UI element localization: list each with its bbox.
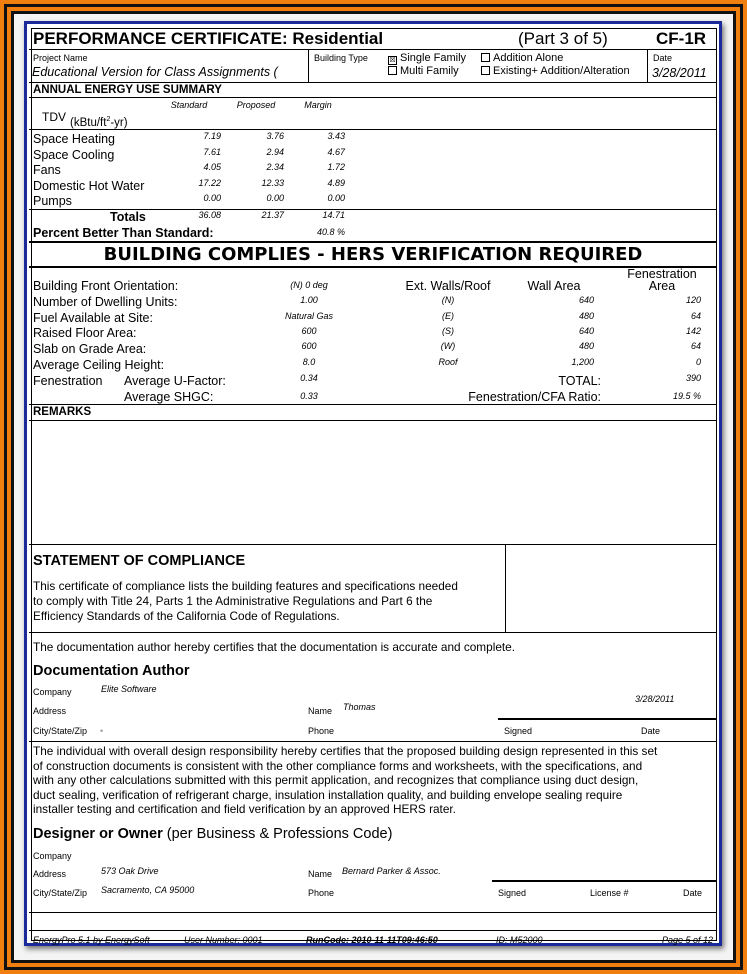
building-value: 600 [301,326,317,336]
building-label: Average Ceiling Height: [33,358,165,372]
author-certify-text: The documentation author hereby certifies that the documentation is accurate and complete. [33,640,515,654]
fen-area-header: Area [648,279,676,293]
fen-area: 0 [695,357,701,367]
city-label: City/State/Zip [33,888,88,898]
wall-area: 640 [578,326,594,336]
building-label: Building Front Orientation: [33,279,179,293]
date-label: Date [641,726,661,736]
col-margin: Margin [304,100,332,110]
building-value: Natural Gas [284,311,334,321]
tdv-label: TDV [42,110,66,124]
footer-id: ID: M52000 [496,935,543,945]
name-label: Name [308,869,333,879]
form-title: PERFORMANCE CERTIFICATE: Residential [33,29,384,48]
standard-value: 4.05 [203,162,221,172]
date-label: Date [653,53,673,63]
checkbox-checked-icon: ☒ [389,57,396,64]
tdv-unit: $(kBtu/ft^2-yr)$ [70,116,128,129]
compliance-banner: BUILDING COMPLIES - HERS VERIFICATION REQUIRED [103,244,643,265]
fen-area: 64 [690,341,701,351]
form-id: CF-1R [656,29,707,48]
company-label: Company [33,851,72,861]
checkbox-label: Multi Family [400,65,459,77]
wall-area-header: Wall Area [527,279,581,293]
totals-label: Totals [110,210,146,224]
proposed-value: 2.34 [266,162,284,172]
city-label: City/State/Zip [33,726,88,736]
proposed-value: 12.33 [261,178,284,188]
author-signature-line [498,718,716,720]
checkbox-label: Addition Alone [493,52,564,64]
wall-direction: Roof [438,357,458,367]
shgc-label: Average SHGC: [124,390,214,404]
row-label: Domestic Hot Water [33,179,145,193]
total-label: TOTAL: [558,374,601,388]
fen-area: 64 [690,311,701,321]
margin-value: 0.00 [327,193,345,203]
row-label: Space Heating [33,132,116,146]
checkbox-multi-family[interactable] [388,66,459,77]
license-label: License # [590,888,629,898]
proposed-value: 2.94 [266,147,284,157]
building-label: Number of Dwelling Units: [33,295,178,309]
energy-section-title: ANNUAL ENERGY USE SUMMARY [33,84,222,96]
building-label: Fuel Available at Site: [33,311,153,325]
wall-direction: (N) [441,295,455,305]
company-value: Elite Software [101,684,157,694]
date-label: Date [683,888,703,898]
ufactor-value: 0.34 [300,373,318,383]
total-proposed: 21.37 [261,210,284,220]
standard-value: 7.61 [203,147,221,157]
checkbox-icon [481,53,490,62]
address-label: Address [33,869,67,879]
ratio-label: Fenestration/CFA Ratio: [468,390,601,404]
fenestration-label: Fenestration [33,374,103,388]
standard-value: 17.22 [198,178,221,188]
fen-area-header: Fenestration [627,267,697,281]
row-label: Fans [33,163,61,177]
percent-value: 40.8 % [316,227,345,237]
address-value: 573 Oak Drive [101,866,159,876]
row-label: Space Cooling [33,148,115,162]
standard-value: 0.00 [203,193,221,203]
phone-label: Phone [308,888,335,898]
walls-header: Ext. Walls/Roof [405,279,491,293]
total-margin: 14.71 [322,210,345,220]
wall-area: 480 [578,311,594,321]
address-label: Address [33,706,67,716]
statement-title: STATEMENT OF COMPLIANCE [33,553,246,569]
checkbox-icon [481,66,490,75]
building-value: 8.0 [302,357,316,367]
wall-area: 640 [578,295,594,305]
row-label: Pumps [33,194,72,208]
signed-label: Signed [504,726,533,736]
footer-user-number: User Number: 0001 [184,935,263,945]
name-value: Bernard Parker & Assoc. [342,866,441,876]
footer-software: EnergyPro 5.1 by EnergySoft [33,935,150,945]
phone-label: Phone [308,726,335,736]
total-value: 390 [685,373,701,383]
name-label: Name [308,706,333,716]
company-label: Company [33,687,72,697]
standard-value: 7.19 [203,131,221,141]
footer-page-number: Page 5 of 12 [661,935,713,945]
checkbox-icon [388,66,397,75]
checkbox-label: Single Family [400,52,467,64]
margin-value: 3.43 [327,131,345,141]
building-type-label: Building Type [314,53,368,63]
building-value: 600 [301,341,317,351]
fen-area: 120 [685,295,701,305]
ratio-value: 19.5 % [672,391,701,401]
designer-title: Designer or Owner (per Business & Professions Code) [33,826,393,842]
checkbox-label: Existing+ Addition/Alteration [493,65,630,77]
wall-direction: (E) [442,311,454,321]
remarks-title: REMARKS [33,406,92,418]
checkbox-single-family[interactable] [388,53,466,65]
signed-date-value: 3/28/2011 [635,694,675,704]
wall-direction: (W) [440,341,456,351]
project-name-label: Project Name [33,53,88,63]
building-value: 1.00 [300,295,318,305]
designer-signature-line [492,880,716,882]
footer-runcode: RunCode: 2010-11-11T09:46:50 [306,935,438,945]
city-value: Sacramento, CA 95000 [101,885,195,895]
name-value: Thomas [343,702,376,712]
signed-label: Signed [498,888,527,898]
checkbox-addition-alone[interactable] [481,53,563,64]
col-proposed: Proposed [236,100,276,110]
building-label: Slab on Grade Area: [33,342,147,356]
wall-area: 1,200 [571,357,594,367]
wall-area: 480 [578,341,594,351]
statement-text: This certificate of compliance lists the building features and specifications needed to comply with Title 24, Parts 1 the Administrative Regulations and Part 6 the Efficiency Standards of the California Code of Regulations. [33,579,458,623]
building-value: (N) 0 deg [290,280,328,290]
designer-certify-text: The individual with overall design responsibility hereby certifies that the proposed building design represented in this set of construction documents is consistent with the other compliance forms and worksheets, with the specifications, and with any other calculations submitted with this permit application, and recognizes that compliance using duct design, duct sealing, verification of refrigerant charge, insulation installation quality, and building envelope sealing require installer testing and certification and field verification by an approved HERS rater. [33,744,658,816]
shgc-value: 0.33 [300,391,318,401]
margin-value: 4.89 [327,178,345,188]
percent-label: Percent Better Than Standard: [33,226,214,240]
project-name: Educational Version for Class Assignments ( [32,66,278,79]
date-value: 3/28/2011 [652,66,707,80]
author-title: Documentation Author [33,663,190,679]
proposed-value: 3.76 [266,131,284,141]
form-part: (Part 3 of 5) [518,29,608,48]
total-standard: 36.08 [198,210,221,220]
building-label: Raised Floor Area: [33,326,137,340]
ufactor-label: Average U-Factor: [124,374,226,388]
checkbox-existing-addition[interactable] [481,66,630,77]
fen-area: 142 [685,326,701,336]
proposed-value: 0.00 [266,193,284,203]
margin-value: 4.67 [327,147,345,157]
city-value: • [100,726,104,736]
col-standard: Standard [170,100,208,110]
margin-value: 1.72 [327,162,345,172]
wall-direction: (S) [442,326,454,336]
